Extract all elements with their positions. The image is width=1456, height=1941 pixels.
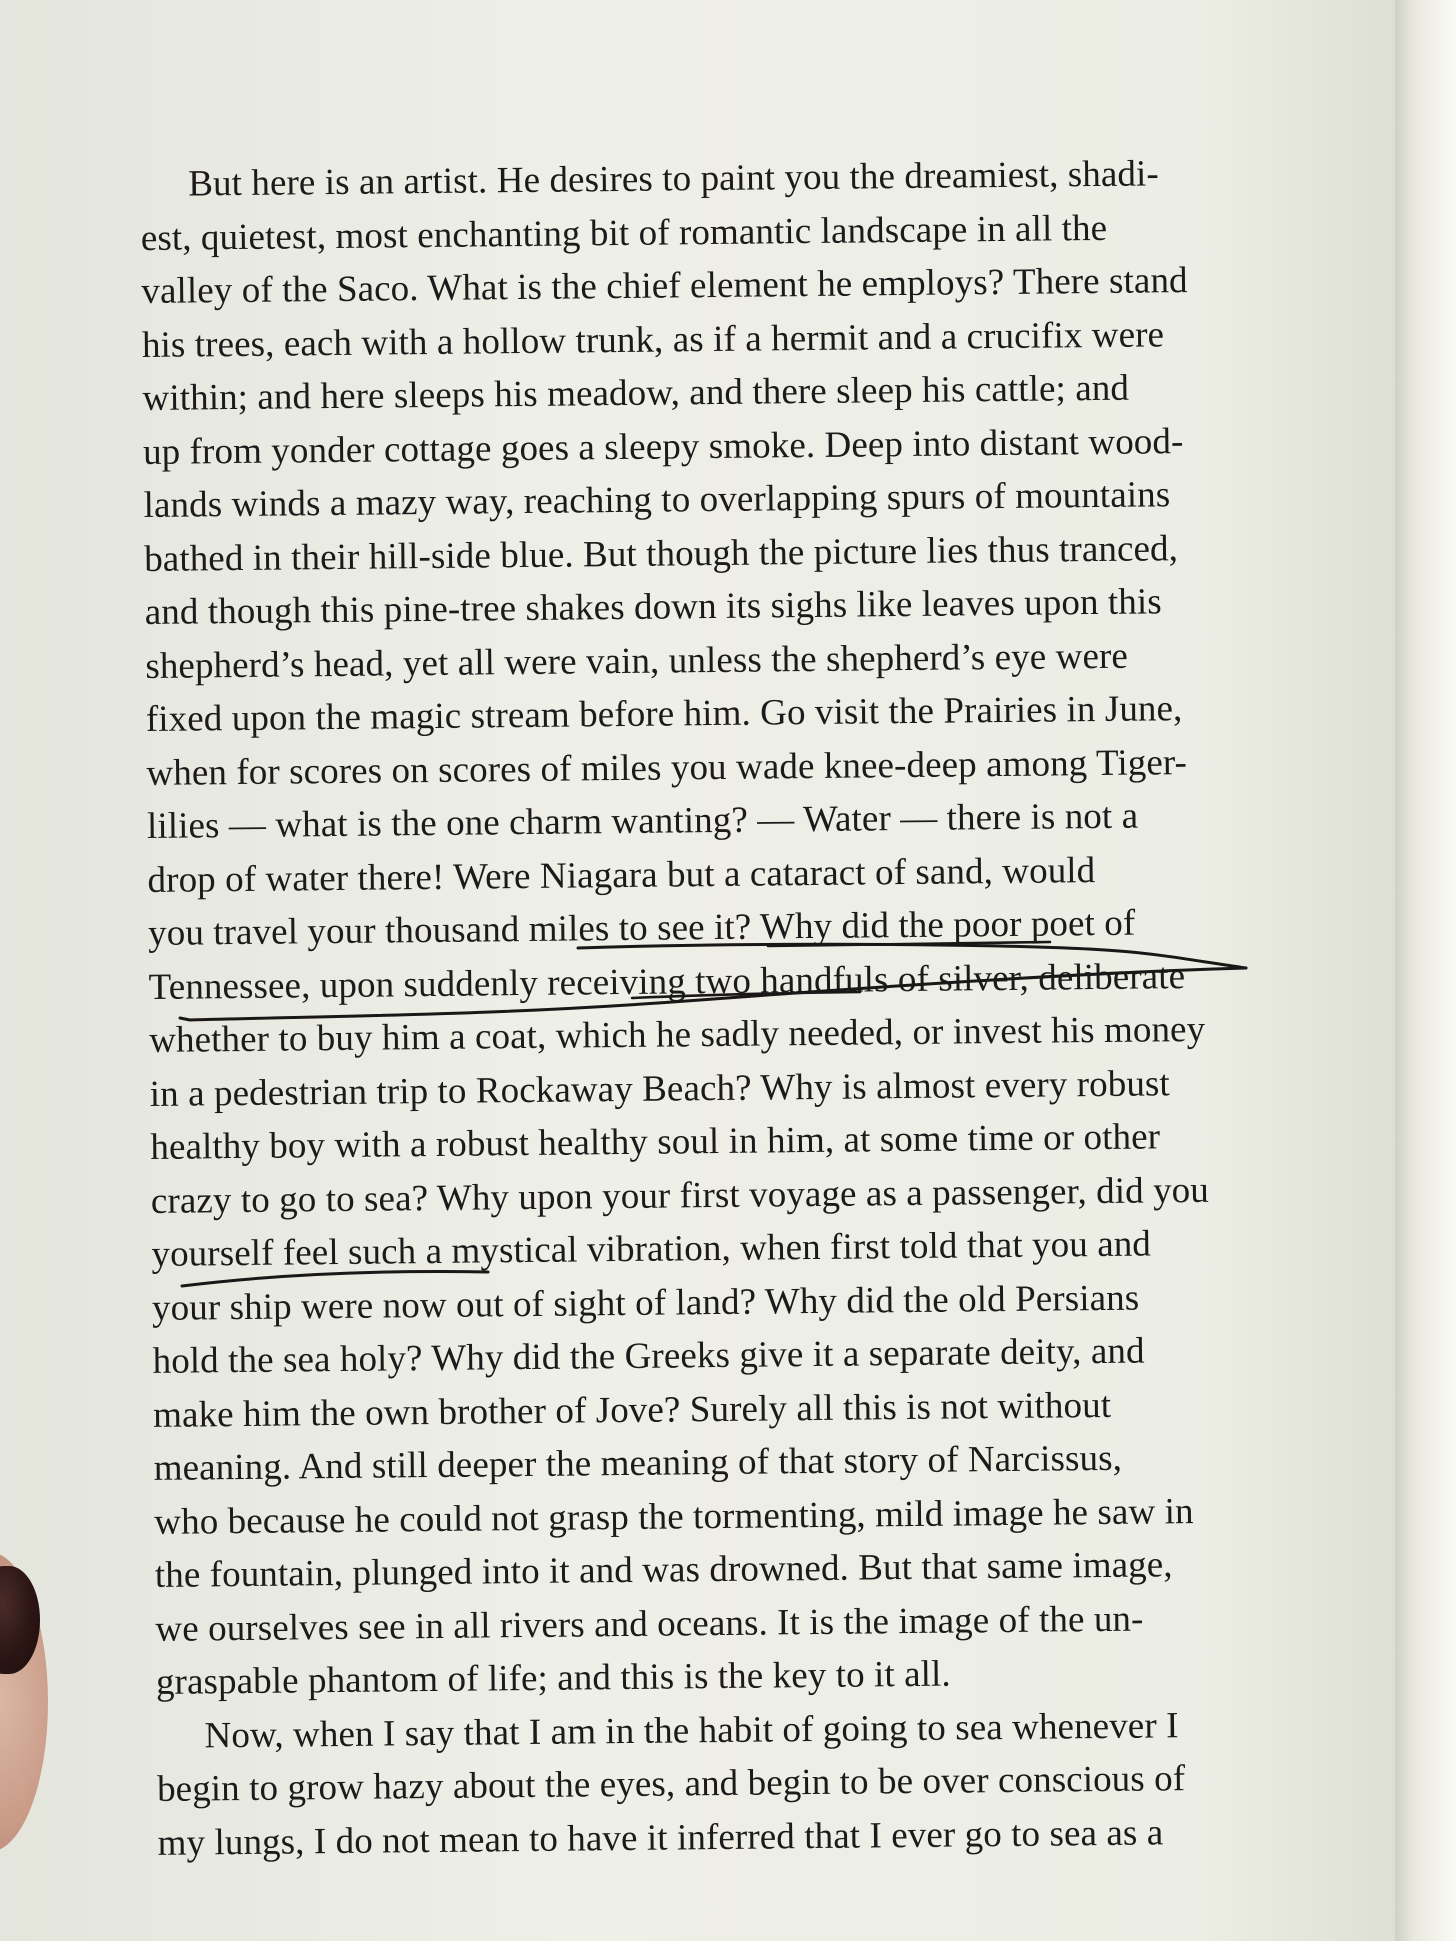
- text-line: fixed upon the magic stream before him. Go visit the Prairies in June,: [145, 688, 1183, 740]
- text-line: But here is an artist. He desires to paint you the dreamiest, shadi-: [188, 153, 1160, 205]
- text-line: est, quietest, most enchanting bit of romantic landscape in all the: [140, 207, 1108, 259]
- text-line: up from yonder cottage goes a sleepy smoke. Deep into distant wood-: [142, 420, 1184, 473]
- text-line: crazy to go to sea? Why upon your first voyage as a passenger, did you: [150, 1169, 1210, 1222]
- text-line: drop of water there! Were Niagara but a cataract of sand, would: [147, 849, 1096, 901]
- text-line: bathed in their hill-side blue. But though the picture lies thus tranced,: [143, 527, 1179, 580]
- text-line: who because he could not grasp the tormenting, mild image he saw in: [154, 1490, 1194, 1543]
- text-line: the fountain, plunged into it and was drowned. But that same image,: [154, 1544, 1173, 1596]
- text-line: yourself feel such a mystical vibration, when first told that you and: [151, 1223, 1152, 1275]
- text-line: his trees, each with a hollow trunk, as if a hermit and a crucifix were: [141, 313, 1165, 366]
- text-line: lands winds a mazy way, reaching to overlapping spurs of mountains: [143, 474, 1171, 526]
- text-line: and though this pine-tree shakes down its sighs like leaves upon this: [144, 581, 1162, 633]
- text-line: my lungs, I do not mean to have it inferred that I ever go to sea as a: [157, 1811, 1164, 1864]
- text-line: whether to buy him a coat, which he sadly needed, or invest his money: [149, 1008, 1206, 1061]
- text-line: make him the own brother of Jove? Surely all this is not without: [152, 1384, 1112, 1436]
- text-line: valley of the Saco. What is the chief element he employs? There stand: [141, 260, 1188, 312]
- text-line: you travel your thousand miles to see it? Why did the poor poet of: [147, 902, 1136, 954]
- text-line: Tennessee, upon suddenly receiving two handfuls of silver, deliberate: [148, 955, 1186, 1008]
- text-line: meaning. And still deeper the meaning of that story of Narcissus,: [153, 1437, 1123, 1489]
- text-line: Now, when I say that I am in the habit of going to sea whenever I: [204, 1704, 1179, 1756]
- text-line: hold the sea holy? Why did the Greeks give it a separate deity, and: [152, 1330, 1145, 1382]
- text-line: begin to grow hazy about the eyes, and begin to be over conscious of: [156, 1758, 1186, 1810]
- text-line: we ourselves see in all rivers and oceans. It is the image of the un-: [155, 1598, 1144, 1650]
- text-line: shepherd’s head, yet all were vain, unless the shepherd’s eye were: [145, 635, 1129, 687]
- text-line: healthy boy with a robust healthy soul in him, at some time or other: [150, 1116, 1161, 1168]
- text-line: your ship were now out of sight of land? Why did the old Persians: [151, 1277, 1140, 1329]
- text-line: lilies — what is the one charm wanting? — Water — there is not a: [146, 795, 1139, 847]
- text-line: graspable phantom of life; and this is the key to it all.: [155, 1653, 951, 1703]
- page-edge: [1395, 0, 1456, 1941]
- page-text: [140, 145, 1378, 1870]
- text-line: in a pedestrian trip to Rockaway Beach? Why is almost every robust: [149, 1062, 1171, 1115]
- text-line: within; and here sleeps his meadow, and there sleep his cattle; and: [142, 367, 1130, 419]
- text-line: when for scores on scores of miles you wade knee-deep among Tiger-: [146, 741, 1188, 794]
